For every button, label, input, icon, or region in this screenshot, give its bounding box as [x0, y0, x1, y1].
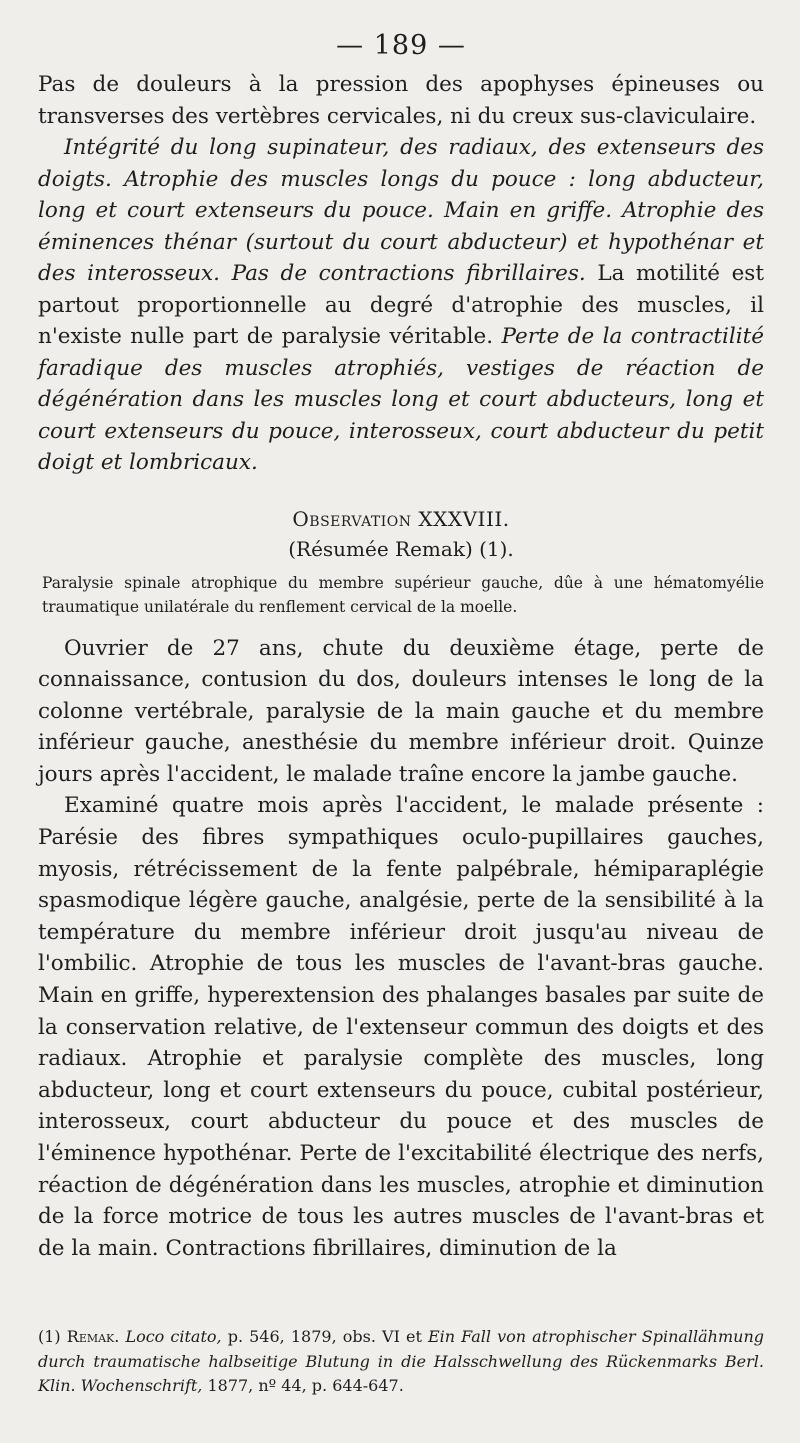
footnote-roman-a: p. 546, 1879, obs. VI et: [221, 1327, 428, 1346]
paragraph-1: Pas de douleurs à la pression des apophyses épineuses ou transverses des vertèbres cervicales, ni du creux sus-claviculaire.: [38, 72, 764, 129]
footnote-marker: (1): [38, 1327, 67, 1346]
footnote-italic-b: Ein Fall von atrophischer Spinallähmung durch traumatische halbseitige Blutung in die Halsschwellung des Rückenmarks Berl. Klin. Wochenschrift,: [38, 1327, 765, 1395]
footnote-author: Remak.: [66, 1327, 120, 1346]
observation-title: [38, 507, 764, 531]
paragraph-2-italic-b: Perte de la contractilité faradique des muscles atrophiés, vestiges de réaction de dégénération dans les muscles long et court abducteurs, long et court extenseurs du pouce, interosseux, court abducteur du petit doigt et lombricaux.: [38, 324, 764, 475]
paragraph-2-roman: La motilité est partout proportionnelle au degré d'atrophie des muscles, il n'existe nulle part de paralysie véritable.: [38, 261, 764, 349]
observation-summary: Paralysie spinale atrophique du membre supérieur gauche, dûe à une hématomyélie traumatique unilatérale du renflement cervical de la moelle.: [42, 573, 764, 616]
footnote-italic-a: Loco citato,: [119, 1327, 222, 1346]
observation-body: [38, 633, 764, 1265]
paragraph-2-italic-a: Intégrité du long supinateur, des radiaux, des extenseurs des doigts. Atrophie des muscles longs du pouce : long abducteur, long et court extenseurs du pouce. Main en griffe. Atrophie des éminences thénar (surtout du court abducteur) et hypothénar et des interosseux. Pas de contractions fibrillaires.: [38, 135, 764, 286]
page-body: [38, 30, 764, 1264]
footnote: [38, 1325, 764, 1399]
paragraph-4: Examiné quatre mois après l'accident, le malade présente : Parésie des fibres sympathiques oculo-pupillaires gauches, myosis, rétrécissement de la fente palpébrale, hémiparaplégie spasmodique légère gauche, analgésie, perte de la sensibilité à la température du membre inférieur droit jusqu'au niveau de l'ombilic. Atrophie de tous les muscles de l'avant-bras gauche. Main en griffe, hyperextension des phalanges basales par suite de la conservation relative, de l'extenseur commun des doigts et des radiaux. Atrophie et paralysie complète des muscles, long abducteur, long et court extenseurs du pouce, cubital postérieur, interosseux, court abducteur du pouce et des muscles de l'éminence hypothénar. Perte de l'excitabilité électrique des nerfs, réaction de dégénération dans les muscles, atrophie et diminution de la force motrice de tous les autres muscles de l'avant-bras et de la main. Contractions fibrillaires, diminution de la: [38, 793, 764, 1261]
observation-subtitle: (Résumée Remak) (1).: [288, 536, 514, 561]
paragraph-2: [38, 132, 764, 479]
observation-number: XXXVIII.: [418, 506, 510, 531]
observation-label: Observation: [292, 506, 412, 531]
paragraph-3: Ouvrier de 27 ans, chute du deuxième étage, perte de connaissance, contusion du dos, douleurs intenses le long de la colonne vertébrale, paralysie de la main gauche et du membre inférieur gauche, anesthésie du membre inférieur droit. Quinze jours après l'accident, le malade traîne encore la jambe gauche.: [38, 635, 764, 787]
footnote-roman-b: 1877, nº 44, p. 644-647.: [202, 1376, 404, 1395]
page-number: — 189 —: [336, 30, 466, 61]
